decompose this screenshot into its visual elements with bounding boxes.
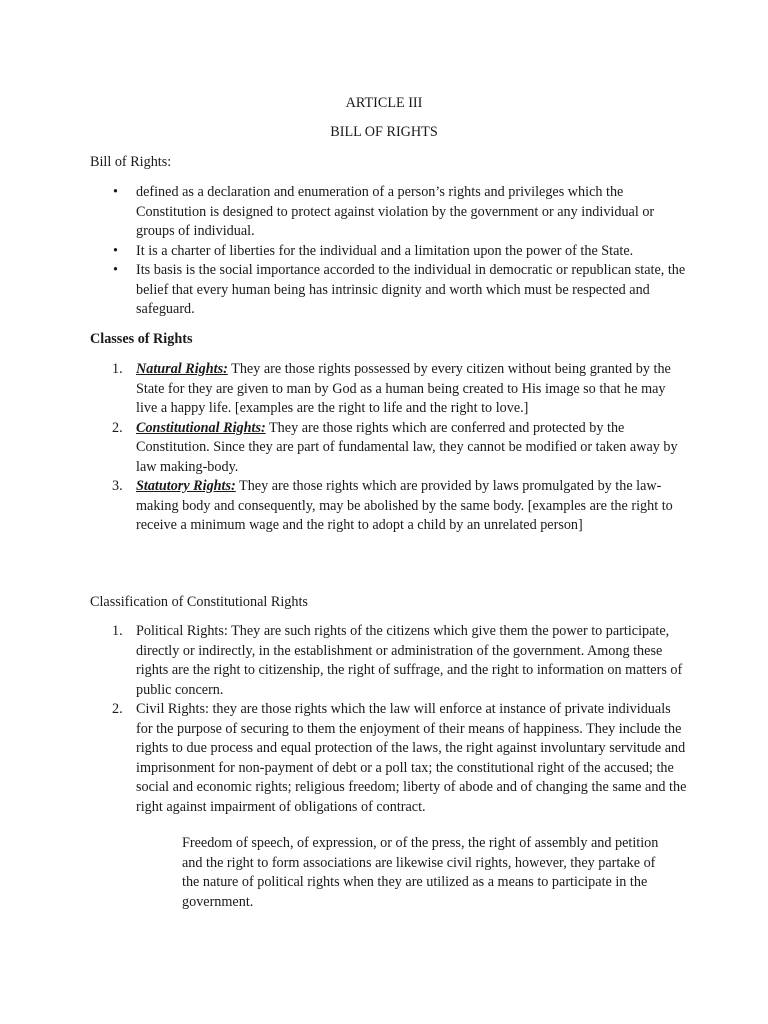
bullet-item: • defined as a declaration and enumeration of a person’s rights and privileges which the Constitution is designed to protect against violation by the government or any individual or groups of individual. [113, 184, 655, 239]
item-number: 2. [112, 419, 123, 436]
class-text: They are those rights possessed by every citizen without being granted by the State for they are given to man by God as a human being created to His image so that he may live a happy life. [examples are the right to life and the right to love.] [136, 361, 671, 416]
classification-heading: Classification of Constitutional Rights [90, 594, 308, 610]
classification-item [90, 700, 690, 817]
class-text: They are those rights which are provided by laws promulgated by the law-making body and consequently, may be abolished by the same body. [examples are the right to receive a minimum wage and the right to adopt a child by an unrelated person] [136, 478, 673, 533]
class-term: Natural Rights: [136, 361, 228, 377]
class-item [90, 419, 690, 478]
classification-text: Civil Rights: they are those rights which the law will enforce at instance of private individuals for the purpose of securing to them the enjoyment of their means of happiness. They include the rights to due process and equal protection of the laws, the right against involuntary servitude and imprisonment for non-payment of debt or a poll tax; the constitutional right of the accused; the social and economic rights; religious freedom; liberty of abode and of changing the same and the right against impairment of obligations of contract. [136, 701, 687, 815]
class-text: They are those rights which are conferred and protected by the Constitution. Since they are part of fundamental law, they cannot be modified or taken away by law making-body. [136, 419, 678, 475]
classification-list [90, 622, 690, 817]
definition-bullet-list [90, 183, 690, 320]
bullet-symbol: • [113, 262, 118, 278]
bullet-item: • Its basis is the social importance accorded to the individual in democratic or republican state, the belief that every human being has intrinsic dignity and worth which must be respected and safeguard. [113, 262, 686, 317]
class-term: Constitutional Rights: [136, 419, 266, 436]
bullet-item: • It is a charter of liberties for the individual and a limitation upon the power of the State. [90, 242, 690, 262]
civil-rights-note: Freedom of speech, of expression, or of the press, the right of assembly and petition and the right to form associations are likewise civil rights, however, they partake of the nature of political rights when they are utilized as a means to participate in the government. [182, 835, 659, 910]
bullet-symbol: • [113, 184, 118, 200]
item-number: 1. [112, 361, 123, 377]
class-item [90, 360, 690, 419]
classes-heading: Classes of Rights [90, 331, 193, 347]
class-term: Statutory Rights: [136, 478, 236, 494]
item-number: 3. [112, 478, 123, 494]
article-subtitle: BILL OF RIGHTS [330, 124, 438, 140]
class-item [90, 477, 690, 536]
item-number: 2. [112, 701, 123, 717]
classification-text: Political Rights: They are such rights of the citizens which give them the power to participate, directly or indirectly, in the establishment or administration of the government. Among these rights are the right to citizenship, the right of suffrage, and the right to information on matters of public concern. [136, 623, 683, 698]
article-title: ARTICLE III [345, 95, 423, 111]
item-number: 1. [112, 623, 123, 639]
bullet-symbol: • [113, 242, 118, 259]
bill-of-rights-intro: Bill of Rights: [90, 154, 172, 170]
classification-item [90, 622, 690, 700]
classes-list [90, 360, 690, 536]
